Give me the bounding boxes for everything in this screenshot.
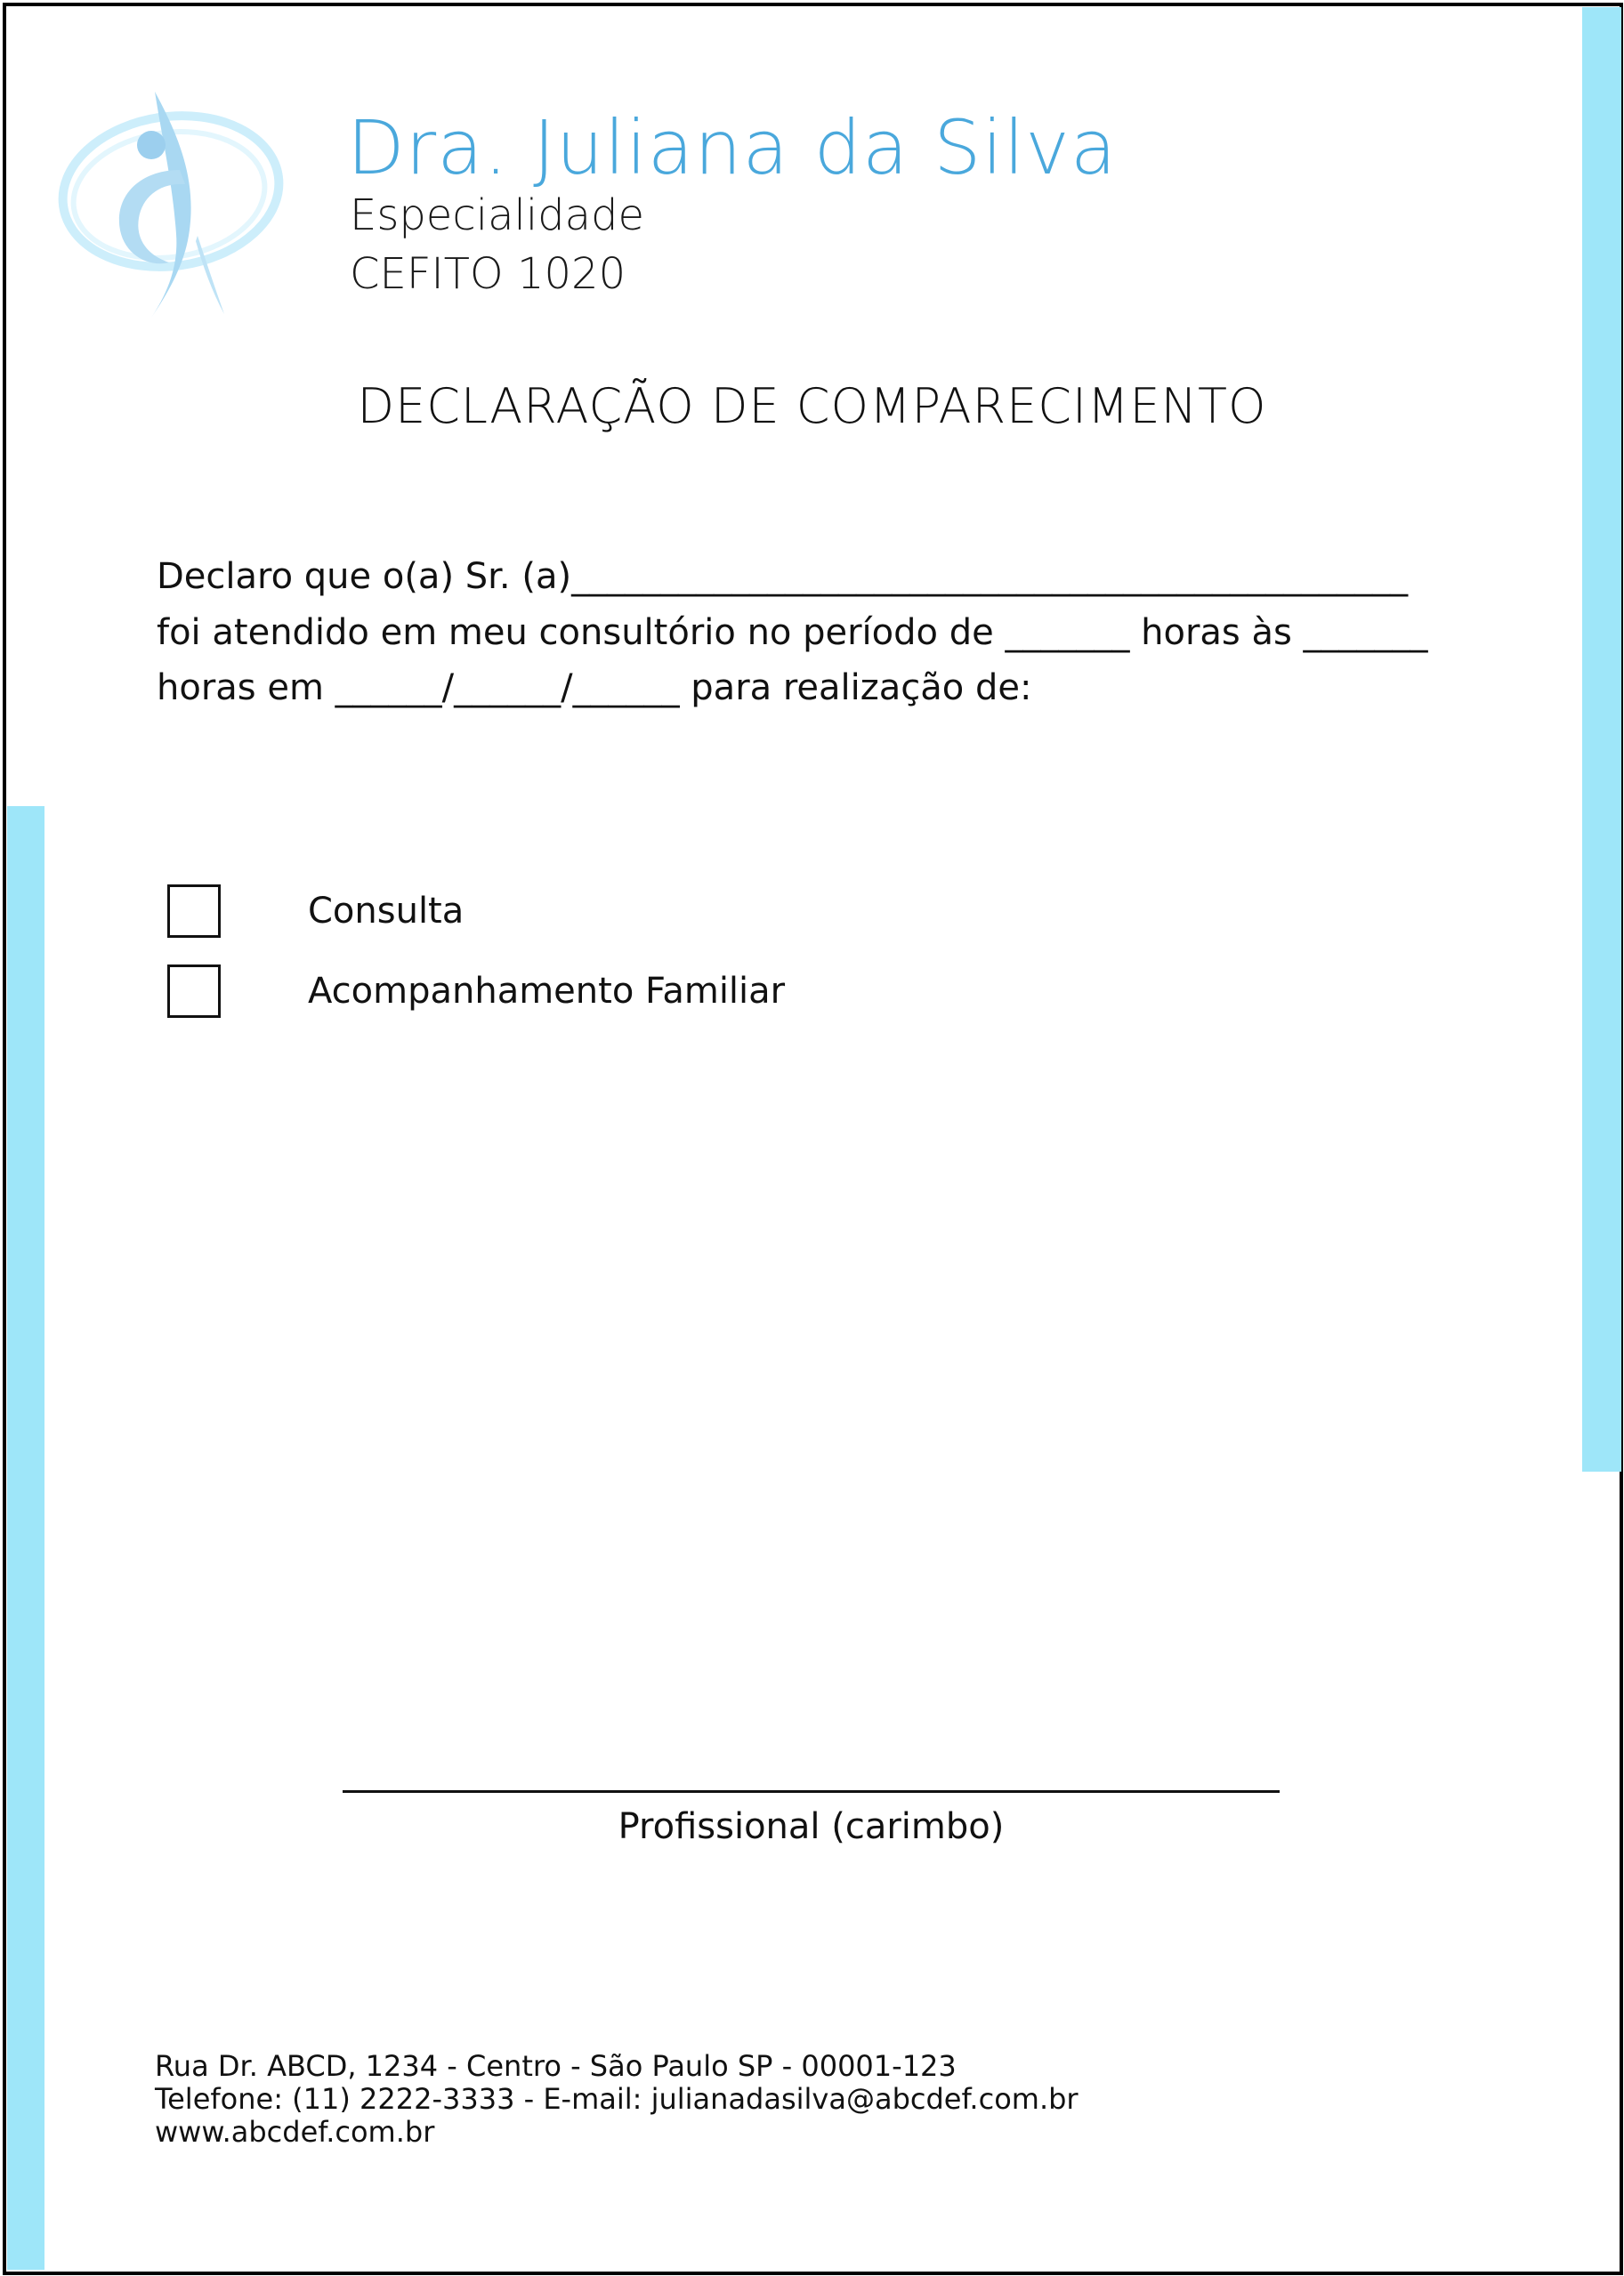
consulta-checkbox[interactable] [167,884,221,938]
option-label: Acompanhamento Familiar [308,971,786,1012]
declaration-line-2: foi atendido em meu consultório no período de _______ horas às _______ [157,612,1428,653]
specialty: Especialidade [350,190,645,240]
option-label: Consulta [308,891,465,932]
doctor-name: Dra. Juliana da Silva [347,104,1118,191]
page-border [3,3,1623,2275]
document-title: DECLARAÇÃO DE COMPARECIMENTO [357,378,1267,434]
clinic-logo-icon [55,85,287,325]
option-acompanhamento-familiar[interactable] [167,963,785,1020]
signature-label: Profissional (carimbo) [618,1806,1005,1847]
declaration-line-1: Declaro que o(a) Sr. (a)_______________________________________________ [157,556,1409,597]
signature-line [343,1790,1280,1793]
accent-bar-left [7,806,44,2270]
declaration-line-3: horas em ______/______/______ para realização de: [157,667,1032,708]
footer-website: www.abcdef.com.br [155,2115,435,2149]
footer-address: Rua Dr. ABCD, 1234 - Centro - São Paulo SP - 00001-123 [155,2049,957,2083]
option-consulta[interactable] [167,883,464,940]
footer-contact: Telefone: (11) 2222-3333 - E-mail: julianadasilva@abcdef.com.br [155,2082,1079,2116]
registry-number: CEFITO 1020 [350,249,626,299]
acompanhamento-familiar-checkbox[interactable] [167,964,221,1018]
footer [155,2050,1079,2149]
accent-bar-right [1582,7,1621,1472]
